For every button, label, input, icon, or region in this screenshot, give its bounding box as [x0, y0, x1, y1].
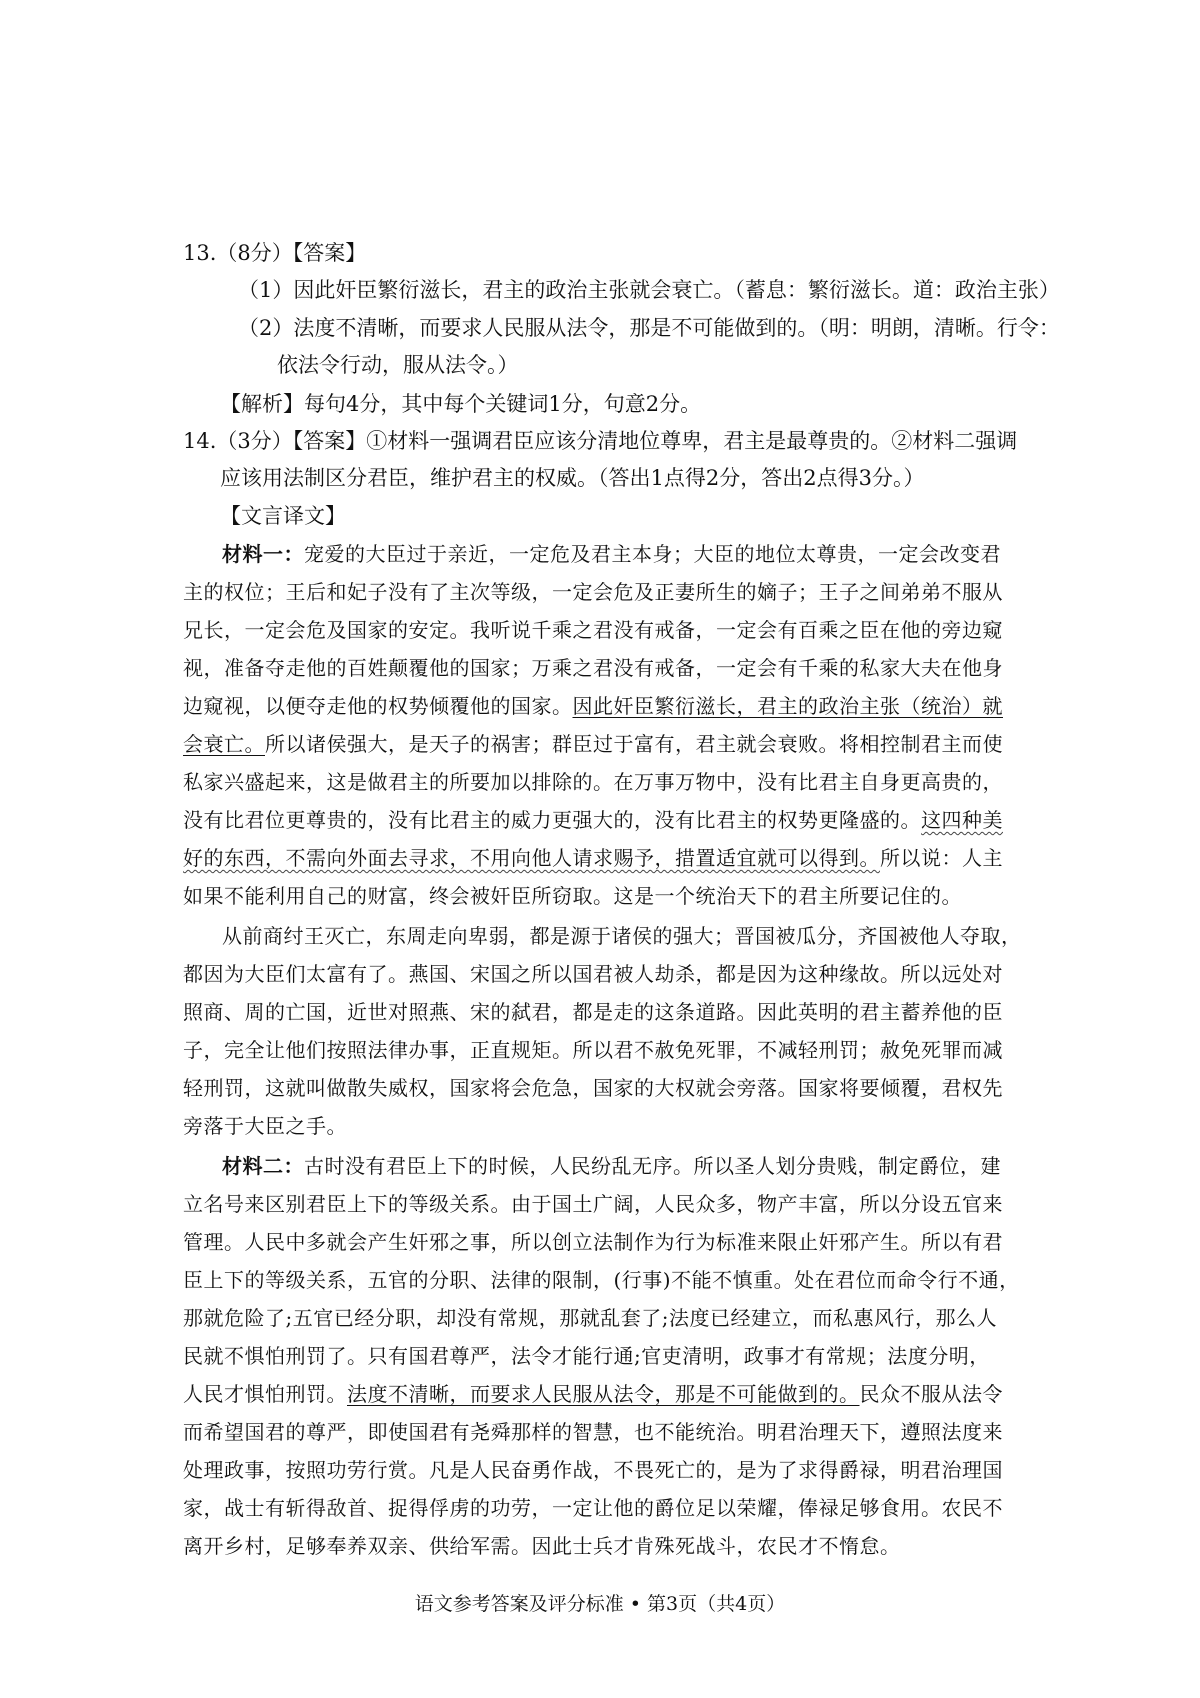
material2-label: 材料二：: [222, 1154, 304, 1178]
q14-answer-line2: 应该用法制区分君臣，维护君主的权威。（答出1点得2分，答出2点得3分。）: [220, 466, 925, 490]
material2-line: 立名号来区别君臣上下的等级关系。由于国土广阔，人民众多，物产丰富，所以分设五官来: [183, 1192, 1003, 1216]
material1-text: 所以说：人主: [880, 846, 1003, 870]
material2-line: 而希望国君的尊严，即使国君有尧舜那样的智慧，也不能统治。明君治理天下，遵照法度来: [183, 1420, 1003, 1444]
material2-line: 臣上下的等级关系，五官的分职、法律的限制，(行事)不能不慎重。处在君位而命令行不通，: [183, 1268, 1020, 1292]
material1-text: 宠爱的大臣过于亲近，一定危及君主本身；大臣的地位太尊贵，一定会改变君: [304, 542, 1001, 566]
material2-line: [183, 1378, 1200, 1410]
q13-analysis: 【解析】每句4分，其中每个关键词1分，句意2分。: [220, 392, 702, 416]
material1-line: [183, 804, 1200, 836]
q13-answer-2-line1: （2）法度不清晰，而要求人民服从法令，那是不可能做到的。（明：明朗，清晰。行令：: [238, 316, 1060, 340]
material1-text: 所以诸侯强大，是天子的祸害；群臣过于富有，君主就会衰败。将相控制君主而使: [265, 732, 1003, 756]
material1-p2-line: 都因为大臣们太富有了。燕国、宋国之所以国君被人劫杀，都是因为这种缘故。所以远处对: [183, 962, 1003, 986]
material1-text: 边窥视，以便夺走他的权势倾覆他的国家。: [183, 694, 573, 718]
material1-line: 如果不能利用自己的财富，终会被奸臣所窃取。这是一个统治天下的君主所要记住的。: [183, 884, 962, 908]
material1-line: 兄长，一定会危及国家的安定。我听说千乘之君没有戒备，一定会有百乘之臣在他的旁边窥: [183, 618, 1003, 642]
material1-line: [183, 842, 1200, 874]
material2-text: 民众不服从法令: [859, 1382, 1003, 1406]
q14-answer-line1: 14.（3分）【答案】①材料一强调君臣应该分清地位尊卑，君主是最尊贵的。②材料二强调: [183, 429, 1018, 453]
material1-line: [183, 690, 1200, 722]
material2-line: 管理。人民中多就会产生奸邪之事，所以创立法制作为行为标准来限止奸邪产生。所以有君: [183, 1230, 1003, 1254]
material1-label: 材料一：: [222, 542, 304, 566]
material1-line: [183, 728, 1200, 760]
q13-heading: 13.（8分）【答案】: [183, 241, 367, 265]
material1-line: [222, 538, 1200, 570]
wavy-underlined-sentence: 这四种美: [921, 808, 1003, 832]
material1-line: 视，准备夺走他的百姓颠覆他的国家；万乘之君没有戒备，一定会有千乘的私家大夫在他身: [183, 656, 1003, 680]
material1-line: 主的权位；王后和妃子没有了主次等级，一定会危及正妻所生的嫡子；王子之间弟弟不服从: [183, 580, 1003, 604]
material2-line: 家，战士有斩得敌首、捉得俘虏的功劳，一定让他的爵位足以荣耀，俸禄足够食用。农民不: [183, 1496, 1003, 1520]
material1-p2-line: 照商、周的亡国，近世对照燕、宋的弑君，都是走的这条道路。因此英明的君主蓄养他的臣: [183, 1000, 1003, 1024]
material2-line: 离开乡村，足够奉养双亲、供给军需。因此士兵才肯殊死战斗，农民才不惰怠。: [183, 1534, 901, 1558]
page-footer: 语文参考答案及评分标准 • 第3页（共4页）: [414, 1593, 786, 1615]
material1-p2-line: 子，完全让他们按照法律办事，正直规矩。所以君不赦免死罪，不减轻刑罚；赦免死罪而减: [183, 1038, 1003, 1062]
q13-answer-2-line2: 依法令行动，服从法令。）: [277, 353, 519, 377]
material1-text: 没有比君位更尊贵的，没有比君主的威力更强大的，没有比君主的权势更隆盛的。: [183, 808, 921, 832]
underlined-key-sentence: 法度不清晰，而要求人民服从法令，那是不可能做到的。: [347, 1382, 860, 1406]
material2-line: 那就危险了;五官已经分职，却没有常规，那就乱套了;法度已经建立，而私惠风行，那么人: [183, 1306, 997, 1330]
wavy-underlined-sentence: 好的东西，不需向外面去寻求，不用向他人请求赐予，措置适宜就可以得到。: [183, 846, 880, 870]
material2-line: 处理政事，按照功劳行赏。凡是人民奋勇作战，不畏死亡的，是为了求得爵禄，明君治理国: [183, 1458, 1003, 1482]
material2-line: 民就不惧怕刑罚了。只有国君尊严，法令才能行通;官吏清明，政事才有常规；法度分明，: [183, 1344, 990, 1368]
material2-line: [222, 1150, 1200, 1182]
underlined-key-sentence: 因此奸臣繁衍滋长，君主的政治主张（统治）就: [572, 694, 1003, 718]
translation-heading: 【文言译文】: [220, 504, 346, 528]
material2-text: 古时没有君臣上下的时候，人民纷乱无序。所以圣人划分贵贱，制定爵位，建: [304, 1154, 1001, 1178]
material2-text: 人民才惧怕刑罚。: [183, 1382, 347, 1406]
q13-answer-1: （1）因此奸臣繁衍滋长，君主的政治主张就会衰亡。（蓄息：繁衍滋长。道：政治主张）: [238, 278, 1060, 302]
material1-line: 私家兴盛起来，这是做君主的所要加以排除的。在万事万物中，没有比君主自身更高贵的，: [183, 770, 1003, 794]
material1-p2-line: 旁落于大臣之手。: [183, 1114, 347, 1138]
underlined-key-sentence: 会衰亡。: [183, 732, 265, 756]
material1-p2-line: 从前商纣王灭亡，东周走向卑弱，都是源于诸侯的强大；晋国被瓜分，齐国被他人夺取，: [222, 924, 1022, 948]
material1-p2-line: 轻刑罚，这就叫做散失威权，国家将会危急，国家的大权就会旁落。国家将要倾覆，君权先: [183, 1076, 1003, 1100]
